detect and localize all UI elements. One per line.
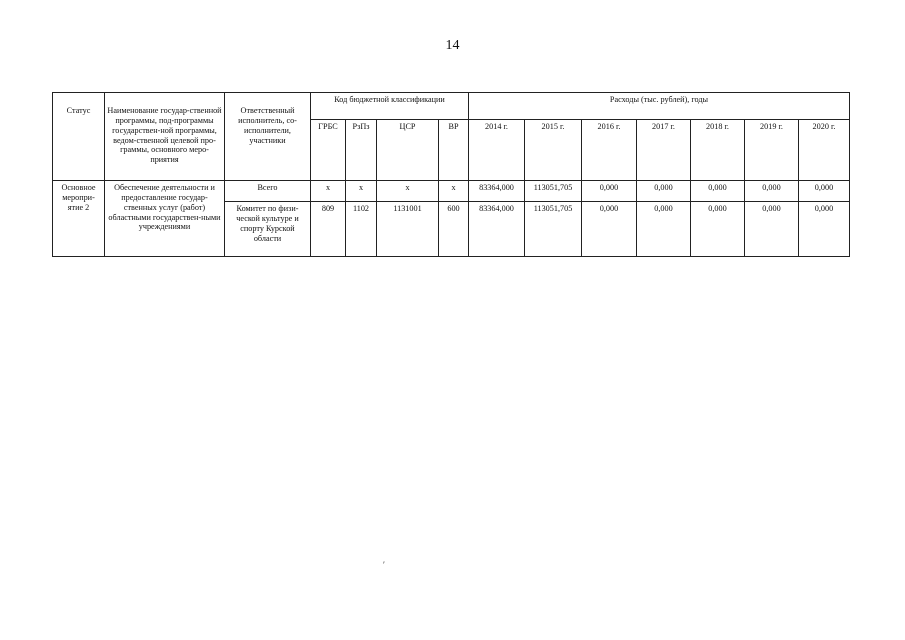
cell-value-2014: 83364,000 (469, 202, 525, 257)
cell-value-2017: 0,000 (637, 181, 691, 202)
header-name: Наименование государ-ственной программы, под-программы государствен-ной программы, ведом-ственной целевой про-граммы, основного меро-приятия (105, 93, 225, 181)
header-executor: Ответственный исполнитель, со-исполнители, участники (225, 93, 311, 181)
cell-executor: Комитет по физи-ческой культуре и спорту Курской области (225, 202, 311, 257)
header-year-2018: 2018 г. (691, 120, 745, 181)
cell-value-2020: 0,000 (799, 202, 850, 257)
cell-grbs: х (311, 181, 346, 202)
header-grbs: ГРБС (311, 120, 346, 181)
header-year-2020: 2020 г. (799, 120, 850, 181)
header-budget-code: Код бюджетной классификации (311, 93, 469, 120)
cell-rzpz: 1102 (346, 202, 377, 257)
cell-value-2020: 0,000 (799, 181, 850, 202)
cell-vr: х (439, 181, 469, 202)
cell-csr: х (377, 181, 439, 202)
page-number: 14 (445, 38, 460, 53)
header-status: Статус (53, 93, 105, 181)
cell-status: Основное меропри-ятие 2 (53, 181, 105, 257)
cell-value-2015: 113051,705 (525, 181, 582, 202)
cell-rzpz: х (346, 181, 377, 202)
cell-name: Обеспечение деятельности и предоставление государ-ственных услуг (работ) областными государствен-ными учреждениями (105, 181, 225, 257)
table-header-row (53, 93, 850, 120)
header-expenses: Расходы (тыс. рублей), годы (469, 93, 850, 120)
cell-vr: 600 (439, 202, 469, 257)
cell-value-2015: 113051,705 (525, 202, 582, 257)
header-csr: ЦСР (377, 120, 439, 181)
header-year-2019: 2019 г. (745, 120, 799, 181)
scan-mark: ′ (383, 560, 385, 570)
budget-table (52, 92, 850, 257)
header-vr: ВР (439, 120, 469, 181)
cell-value-2019: 0,000 (745, 202, 799, 257)
header-year-2017: 2017 г. (637, 120, 691, 181)
cell-executor: Всего (225, 181, 311, 202)
cell-value-2018: 0,000 (691, 202, 745, 257)
cell-value-2016: 0,000 (582, 181, 637, 202)
header-year-2015: 2015 г. (525, 120, 582, 181)
cell-value-2017: 0,000 (637, 202, 691, 257)
cell-csr: 1131001 (377, 202, 439, 257)
header-year-2016: 2016 г. (582, 120, 637, 181)
header-year-2014: 2014 г. (469, 120, 525, 181)
cell-grbs: 809 (311, 202, 346, 257)
table-row (53, 181, 850, 202)
header-rzpz: РзПз (346, 120, 377, 181)
cell-value-2019: 0,000 (745, 181, 799, 202)
cell-value-2014: 83364,000 (469, 181, 525, 202)
cell-value-2018: 0,000 (691, 181, 745, 202)
cell-value-2016: 0,000 (582, 202, 637, 257)
